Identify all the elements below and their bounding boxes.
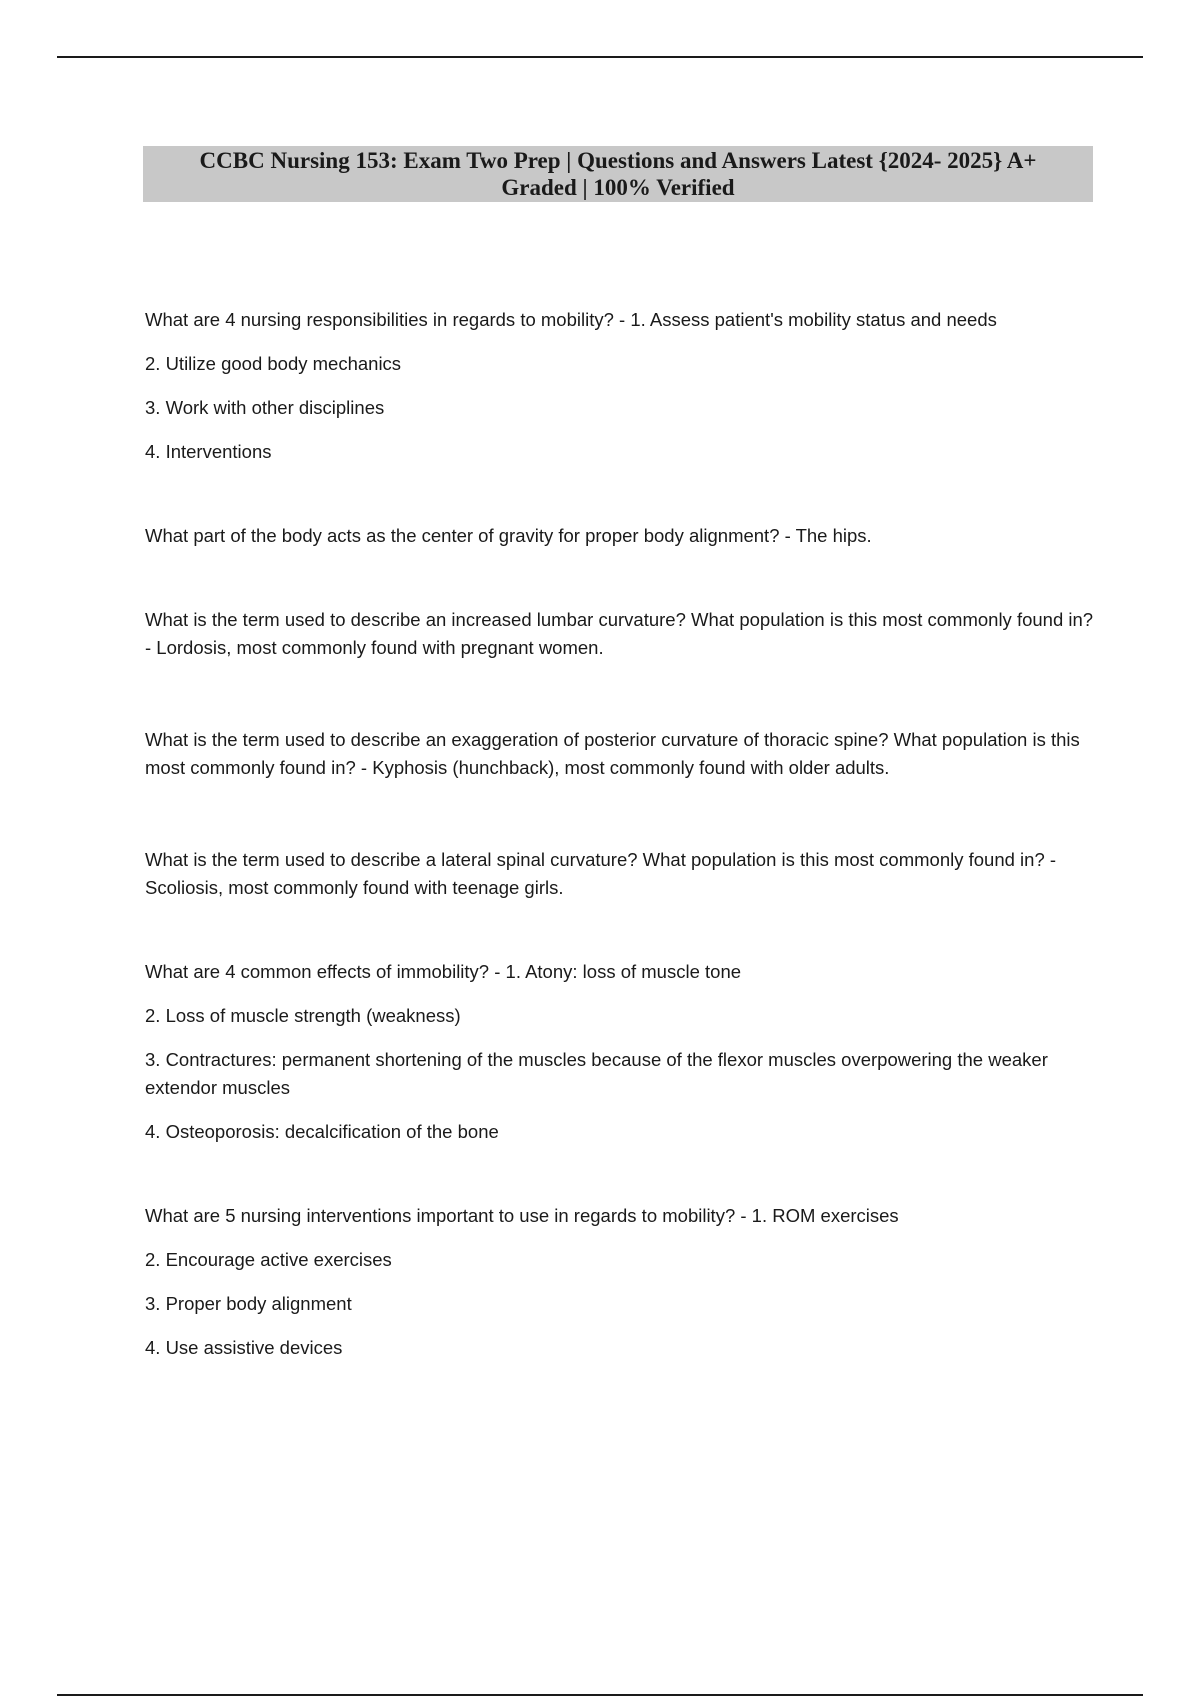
qa-line: What are 4 common effects of immobility? - 1. Atony: loss of muscle tone xyxy=(145,961,742,982)
qa-entry xyxy=(145,726,1095,782)
qa-line: What is the term used to describe an increased lumbar curvature? What population is this most commonly found in? - Lordosis, most commonly found with pregnant women. xyxy=(145,609,1094,658)
qa-line: 3. Contractures: permanent shortening of the muscles because of the flexor muscles overpowering the weaker extendor muscles xyxy=(145,1049,1048,1098)
qa-entry xyxy=(145,846,1095,902)
qa-entry xyxy=(145,1202,1095,1362)
qa-entry xyxy=(145,958,1095,1146)
qa-line: 2. Loss of muscle strength (weakness) xyxy=(145,1005,461,1026)
document-title: CCBC Nursing 153: Exam Two Prep | Questions and Answers Latest {2024- 2025} A+ Graded | 100% Verified xyxy=(143,146,1093,202)
qa-line: 2. Encourage active exercises xyxy=(145,1249,392,1270)
qa-line: 4. Interventions xyxy=(145,441,272,462)
qa-line: What are 5 nursing interventions important to use in regards to mobility? - 1. ROM exercises xyxy=(145,1205,899,1226)
top-rule xyxy=(57,56,1143,58)
qa-line: 3. Work with other disciplines xyxy=(145,397,385,418)
qa-line: 3. Proper body alignment xyxy=(145,1293,352,1314)
qa-line: What is the term used to describe a lateral spinal curvature? What population is this most commonly found in? - Scoliosis, most commonly found with teenage girls. xyxy=(145,849,1057,898)
qa-line: What part of the body acts as the center of gravity for proper body alignment? - The hips. xyxy=(145,525,872,546)
qa-line: What is the term used to describe an exaggeration of posterior curvature of thoracic spine? What population is this most commonly found in? - Kyphosis (hunchback), most commonly found with older adults. xyxy=(145,729,1080,778)
qa-list xyxy=(145,306,1095,1362)
qa-line: What are 4 nursing responsibilities in regards to mobility? - 1. Assess patient's mobility status and needs xyxy=(145,309,997,330)
bottom-rule xyxy=(57,1694,1143,1696)
qa-line: 4. Osteoporosis: decalcification of the bone xyxy=(145,1121,499,1142)
qa-line: 4. Use assistive devices xyxy=(145,1337,343,1358)
qa-line: 2. Utilize good body mechanics xyxy=(145,353,402,374)
qa-entry xyxy=(145,606,1095,662)
qa-entry xyxy=(145,522,1095,550)
qa-entry xyxy=(145,306,1095,466)
